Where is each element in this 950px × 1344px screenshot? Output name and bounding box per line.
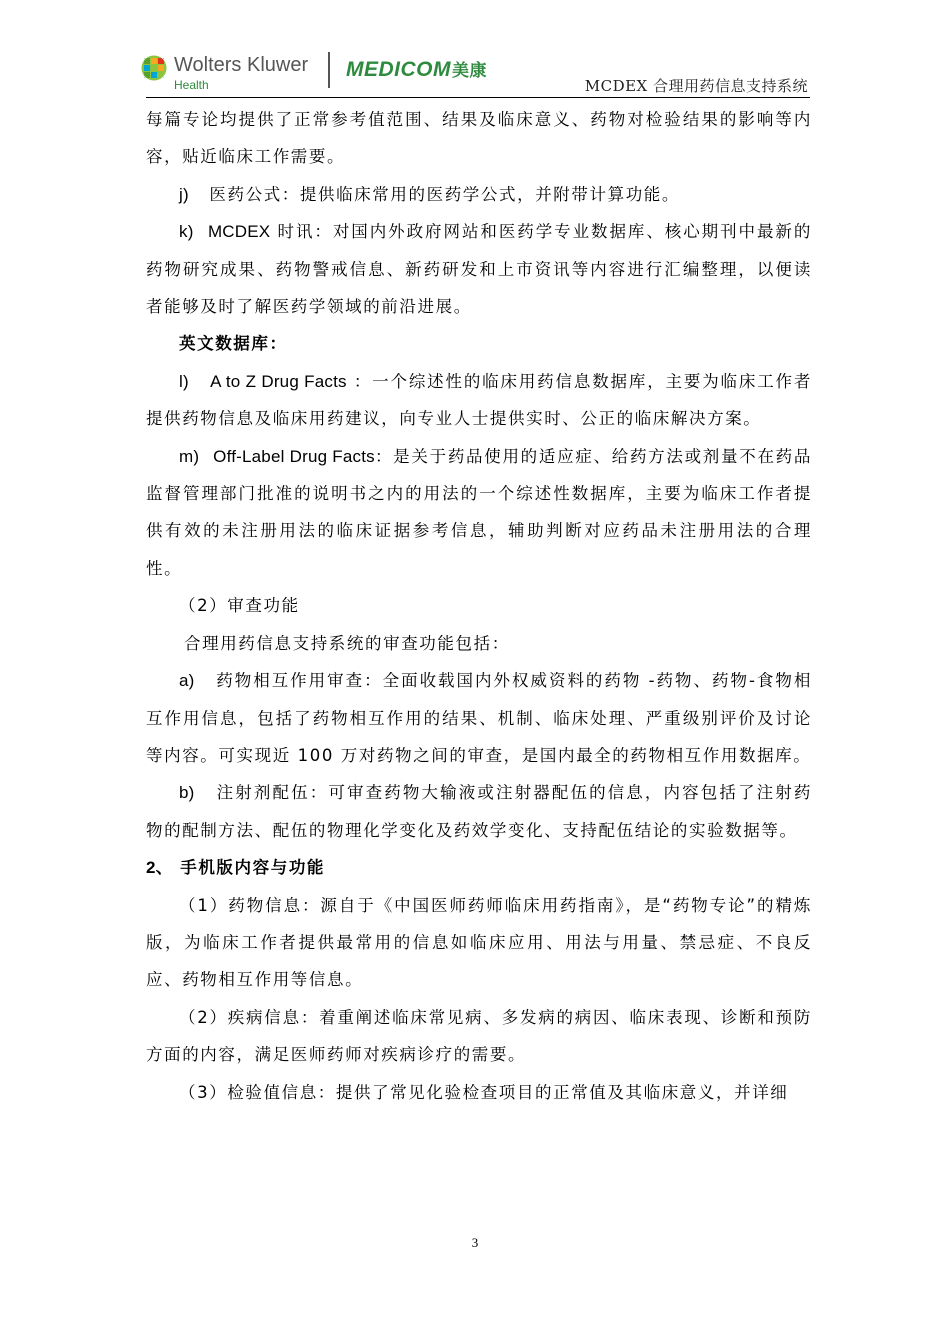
section-heading-mobile: 2、 手机版内容与功能 [146,858,326,878]
page-header [140,48,810,98]
medicom-logo-text: MEDICOM [346,58,451,81]
list-item-m: m) Off-Label Drug Facts：是关于药品使用的适应症、给药方法或剂量不在药品监督管理部门批准的说明书之内的用法的一个综述性数据库，主要为临床工作者提供有效的未注册用法的临床证据参考信息，辅助判断对应药品未注册用法的合理性。 [146,446,812,578]
paragraph-cont: 每篇专论均提供了正常参考值范围、结果及临床意义、药物对检验结果的影响等内容，贴近临床工作需要。 [146,110,812,167]
list-item-a: a) 药物相互作用审查：全面收载国内外权威资料的药物 -药物、药物-食物相互作用信息，包括了药物相互作用的结果、机制、临床处理、严重级别评价及讨论等内容。可实现近 100 万对药物之间的审查，是国内最全的药物相互作用数据库。 [146,671,812,765]
list-item-k: k) MCDEX 时讯：对国内外政府网站和医药学专业数据库、核心期刊中最新的药物研究成果、药物警戒信息、新药研发和上市资讯等内容进行汇编整理，以便读者能够及时了解医药学领域的前沿进展。 [146,222,812,317]
list-item-l: l) A to Z Drug Facts ：一个综述性的临床用药信息数据库，主要为临床工作者提供药物信息及临床用药建议，向专业人士提供实时、公正的临床解决方案。 [146,371,812,429]
paragraph-drug-info: （1）药物信息：源自于《中国医师药师临床用药指南》，是“药物专论”的精炼版，为临床工作者提供最常用的信息如临床应用、用法与用量、禁忌症、不良反应、药物相互作用等信息。 [146,895,812,990]
globe-icon [140,54,168,82]
logo-brand-text: Wolters Kluwer [174,54,309,76]
logo-sub-text: Health [174,78,209,92]
medicom-logo [346,56,487,82]
list-item-b: b) 注射剂配伍：可审查药物大输液或注射器配伍的信息，内容包括了注射药物的配制方法、配伍的物理化学变化及药效学变化、支持配伍结论的实验数据等。 [146,783,812,840]
section-heading-english-db: 英文数据库： [179,334,288,354]
header-rule [146,97,810,98]
paragraph-disease-info: （2）疾病信息：着重阐述临床常见病、多发病的病因、临床表现、诊断和预防方面的内容，满足医师药师对疾病诊疗的需要。 [146,1007,812,1065]
paragraph-lab-info: （3）检验值信息：提供了常见化验检查项目的正常值及其临床意义，并详细 [179,1082,789,1102]
document-body [146,101,812,1111]
paragraph-review-intro: 合理用药信息支持系统的审查功能包括： [184,633,510,653]
medicom-logo-cn: 美康 [452,61,487,80]
wolters-kluwer-logo [140,52,320,92]
system-title: MCDEX 合理用药信息支持系统 [584,77,808,95]
logo-divider [328,52,330,88]
page-number: 3 [471,1235,479,1250]
list-item-j: j) 医药公式：提供临床常用的医药学公式，并附带计算功能。 [179,184,680,204]
section-heading-review: （2）审查功能 [179,596,300,616]
